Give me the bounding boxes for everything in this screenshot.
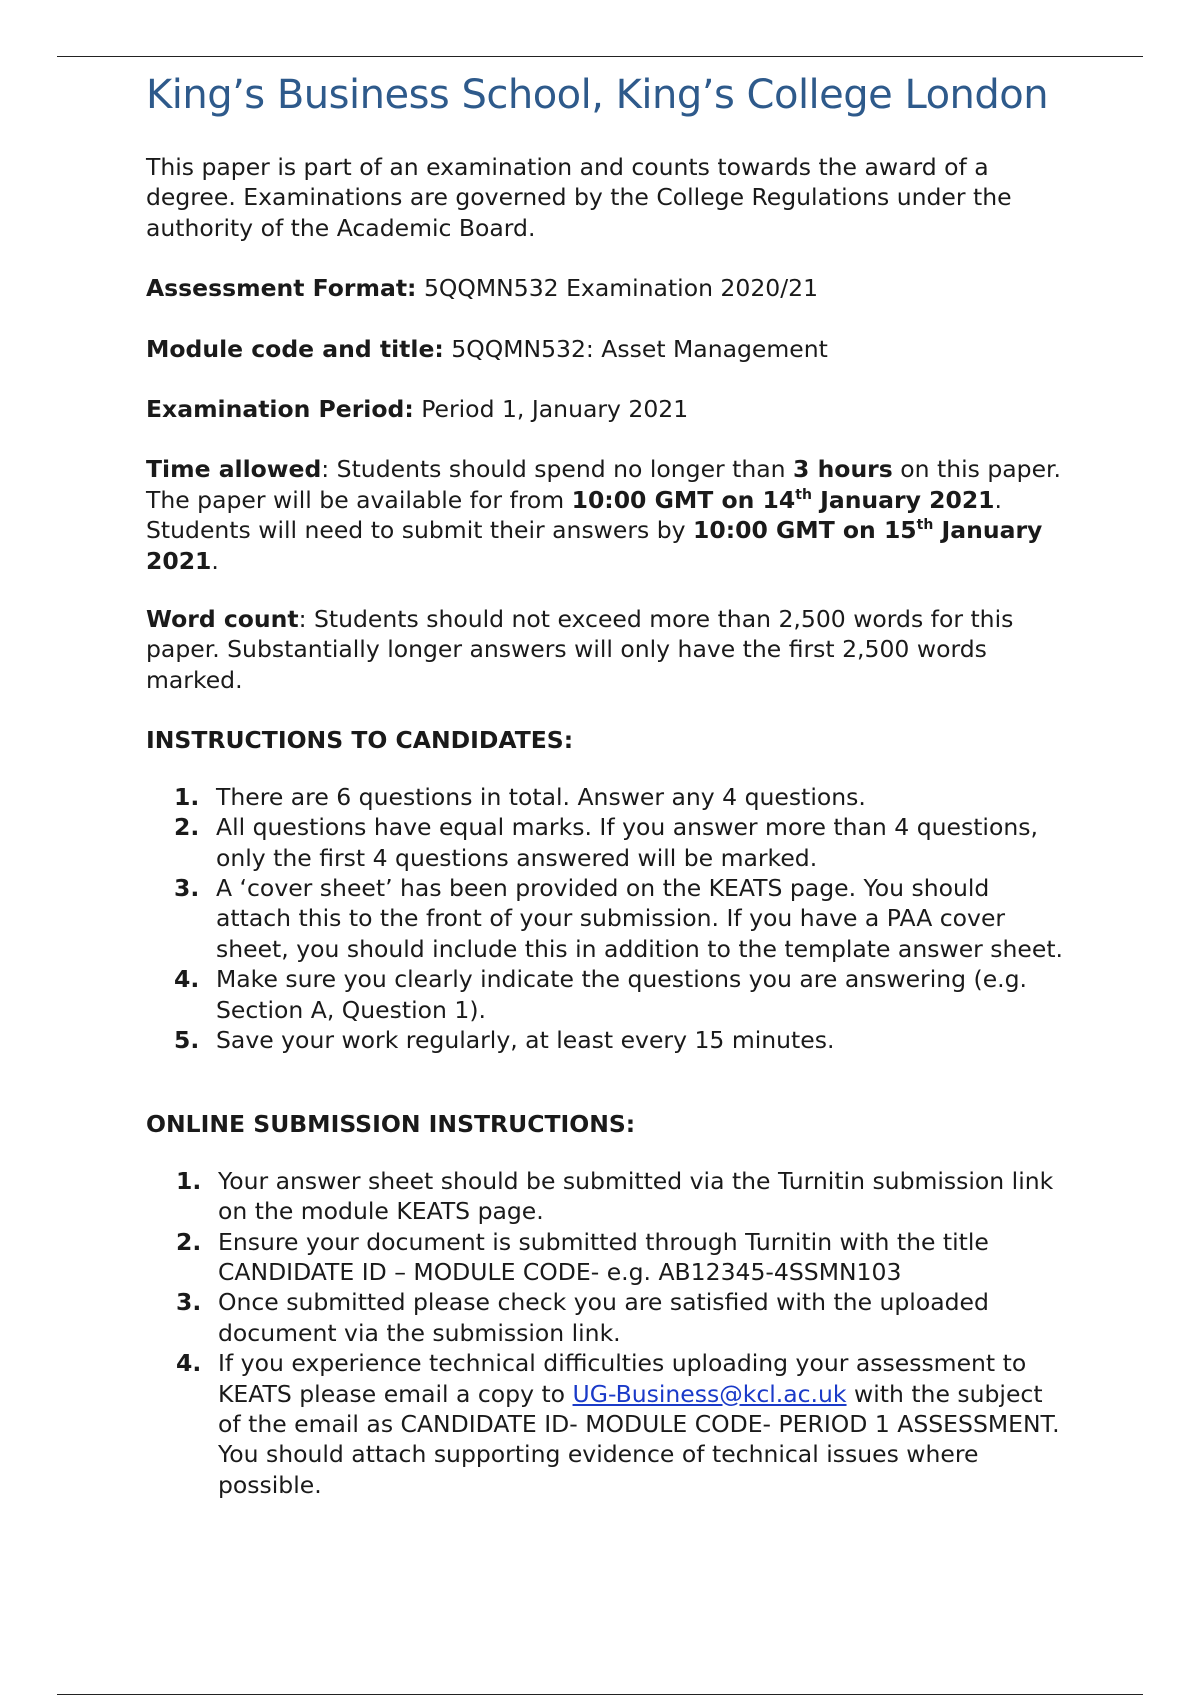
- assessment-format: [146, 273, 1066, 303]
- start-time: 10:00 GMT on 14th January 2021: [571, 485, 995, 514]
- time-allowed-label: Time allowed: [146, 455, 322, 484]
- examination-period: [146, 394, 1066, 424]
- word-count: [146, 604, 1066, 695]
- intro-paragraph: This paper is part of an examination and counts towards the award of a degree. Examinations are governed by the College Regulations under the authority of the Academic Board.: [146, 153, 1012, 242]
- module-label: Module code and title:: [146, 334, 444, 363]
- list-item: 1. Your answer sheet should be submitted via the Turnitin submission link on the module KEATS page.: [176, 1166, 1054, 1226]
- exam-period-label: Examination Period:: [146, 395, 414, 424]
- exam-cover-page: [146, 64, 1066, 1500]
- time-allowed-text: : Students should spend no longer than: [321, 455, 794, 484]
- word-count-text: : Students should not exceed more than 2,500 words for this paper. Substantially longer answers will only have the first 2,500 words marked.: [146, 605, 1014, 694]
- online-submission-heading: ONLINE SUBMISSION INSTRUCTIONS:: [146, 1110, 636, 1139]
- list-item: 2. Ensure your document is submitted through Turnitin with the title CANDIDATE ID – MODULE CODE- e.g. AB12345-4SSMN103: [176, 1227, 989, 1286]
- top-rule: [57, 56, 1143, 57]
- instructions-heading: INSTRUCTIONS TO CANDIDATES:: [146, 726, 574, 755]
- list-item: 3. Once submitted please check you are satisfied with the uploaded document via the submission link.: [176, 1288, 989, 1347]
- time-allowed-text: .: [211, 546, 219, 575]
- end-time: 10:00 GMT on 15th January 2021: [146, 516, 1043, 575]
- word-count-label: Word count: [146, 605, 299, 634]
- online-submission-list: [146, 1166, 1066, 1500]
- list-item: 2. All questions have equal marks. If you answer more than 4 questions, only the first 4 questions answered will be marked.: [174, 813, 1038, 872]
- time-allowed-text: on this paper. The paper will be available for from: [146, 455, 1061, 514]
- assessment-format-value: 5QQMN532 Examination 2020/21: [423, 274, 819, 303]
- list-item: 1. There are 6 questions in total. Answer any 4 questions.: [174, 782, 866, 811]
- list-item: 5. Save your work regularly, at least every 15 minutes.: [174, 1025, 835, 1054]
- page-title: King’s Business School, King’s College London: [146, 72, 1049, 118]
- module-value: 5QQMN532: Asset Management: [451, 334, 828, 363]
- time-allowed: [146, 454, 1066, 576]
- time-allowed-hours: 3 hours: [793, 455, 893, 484]
- module-code-title: [146, 334, 1066, 364]
- support-email-link[interactable]: UG-Business@kcl.ac.uk: [572, 1379, 847, 1408]
- bottom-rule: [57, 1694, 1143, 1695]
- assessment-format-label: Assessment Format:: [146, 274, 417, 303]
- exam-period-value: Period 1, January 2021: [421, 395, 689, 424]
- list-item: 3. A ‘cover sheet’ has been provided on the KEATS page. You should attach this to the front of your submission. If you have a PAA cover sheet, you should include this in addition to the template answer sheet.: [174, 873, 1064, 963]
- list-item: 4. Make sure you clearly indicate the questions you are answering (e.g. Section A, Question 1).: [174, 965, 1028, 1024]
- list-item: 4. If you experience technical difficulties uploading your assessment to KEATS please email a copy to UG-Business@kcl.ac.uk with the subject of the email as CANDIDATE ID- MODULE CODE- PERIOD 1 ASSESSMENT. You should attach supporting evidence of technical issues where possible.: [176, 1349, 1060, 1499]
- time-allowed-text: . Students will need to submit their answers by: [146, 485, 1003, 545]
- instructions-list: [146, 782, 1066, 1056]
